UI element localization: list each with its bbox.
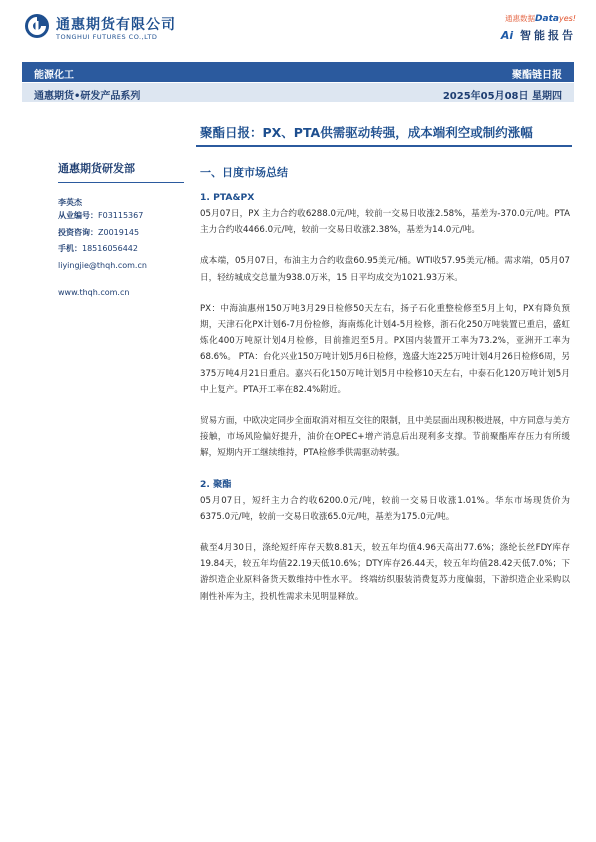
analyst-name: 李英杰 bbox=[58, 198, 82, 207]
brand-data-line bbox=[501, 13, 576, 24]
report-date: 2025年05月08日 星期四 bbox=[442, 91, 562, 102]
report-title: 聚酯日报：PX、PTA供需驱动转强，成本端利空或制约涨幅 bbox=[200, 125, 533, 140]
company-logo bbox=[24, 13, 204, 47]
qualification-label: 从业编号： bbox=[58, 211, 98, 220]
paragraph-px-pta-prices: 05月07日，PX 主力合约收6288.0元/吨，较前一交易日收涨2.58%，基差为-370.0元/吨。PTA 主力合约收4466.0元/吨，较前一交易日收涨2.38%，基差为14.0元/吨。 bbox=[200, 209, 570, 236]
brand-block bbox=[501, 13, 576, 43]
brand-data: Data bbox=[535, 14, 559, 24]
advisory-label: 投资咨询： bbox=[58, 227, 98, 237]
phone-value: 18516056442 bbox=[82, 244, 138, 253]
report-type-label: 聚酯链日报 bbox=[512, 70, 562, 81]
subheading-pta-px: 1. PTA&PX bbox=[200, 192, 255, 203]
series-bar bbox=[22, 83, 574, 102]
advisory-line bbox=[58, 225, 184, 242]
sector-label: 能源化工 bbox=[34, 70, 74, 81]
phone-line bbox=[58, 241, 184, 258]
phone-label: 手机： bbox=[58, 244, 82, 253]
company-logo-icon bbox=[24, 13, 50, 39]
sector-bar bbox=[22, 62, 574, 82]
email-line[interactable] bbox=[58, 258, 184, 275]
brand-yes: yes! bbox=[558, 14, 576, 23]
qualification-line bbox=[58, 208, 184, 225]
company-name-cn: 通惠期货有限公司 bbox=[56, 17, 176, 33]
brand-ai: Ai bbox=[500, 29, 514, 42]
subheading-polyester: 2. 聚酯 bbox=[200, 478, 232, 490]
research-dept: 通惠期货研发部 bbox=[58, 160, 184, 183]
qualification-value: F03115367 bbox=[98, 211, 144, 220]
paragraph-trade: 贸易方面，中欧决定同步全面取消对相互交往的限制，且中美层面出现积极进展，中方同意与美方接触，市场风险偏好提升，油价在OPEC+增产消息后出现利多支撑。节前聚酯库存压力有所缓解，短期内开工继续维持，PTA检修季供需驱动转强。 bbox=[200, 416, 570, 459]
paragraph-inventory: 截至4月30日，涤纶短纤库存天数8.81天，较五年均值4.96天高出77.6%；涤纶长丝FDY库存19.84天，较五年均值22.19天低10.6%；DTY库存26.44天，较五年均值28.42天低7.0%；下游织造企业原料备货天数维持中性水平。 终端纺织服装消费复苏力度偏弱，下游织造企业采购以刚性补库为主，投机性需求未见明显释放。 bbox=[200, 543, 570, 602]
section-heading: 一、日度市场总结 bbox=[200, 166, 288, 179]
brand-report-line bbox=[501, 27, 576, 43]
sidebar bbox=[58, 160, 184, 297]
report-body bbox=[200, 190, 570, 620]
email-link[interactable]: liyingjie@thqh.com.cn bbox=[58, 260, 147, 270]
series-label: 通惠期货•研发产品系列 bbox=[34, 91, 141, 102]
paragraph-staple-fiber: 05月07日，短纤主力合约收6200.0元/吨，较前一交易日收涨1.01%。华东市场现货价为6375.0元/吨，较前一交易日收涨65.0元/吨，基差为175.0元/吨。 bbox=[200, 495, 570, 522]
company-name-en: TONGHUI FUTURES CO.,LTD bbox=[56, 33, 158, 41]
brand-report: 智能报告 bbox=[520, 29, 576, 42]
advisory-value: Z0019145 bbox=[98, 227, 140, 237]
brand-cn: 通惠数据 bbox=[505, 14, 536, 23]
paragraph-cost-demand: 成本端，05月07日，布油主力合约收盘60.95美元/桶。WTI收57.95美元/桶。需求端，05月07日，轻纺城成交总量为938.0万米，15 日平均成交为1021.93万米。 bbox=[200, 256, 570, 283]
website-link[interactable]: www.thqh.com.cn bbox=[58, 288, 130, 297]
paragraph-maintenance: PX：中海油惠州150万吨3月29日检修50天左右，扬子石化重整检修至5月上旬，PX有降负预期，天津石化PX计划6-7月份检修，海南炼化计划4-5月检修，浙石化250万吨装置已重启，盛虹炼化400万吨原计划4月检修，目前推迟至5月。PX国内装置开工率为73.2%，亚洲开工率为68.6%。 PTA：台化兴业150万吨计划5月6日检修，逸盛大连225万吨计划4月26日检修6周，另375万吨4月21日重启。嘉兴石化150万吨计划5月中检修10天左右，中泰石化120万吨计划5月中上复产。PTA开工率在82.4%附近。 bbox=[200, 303, 570, 395]
title-divider bbox=[196, 145, 572, 147]
